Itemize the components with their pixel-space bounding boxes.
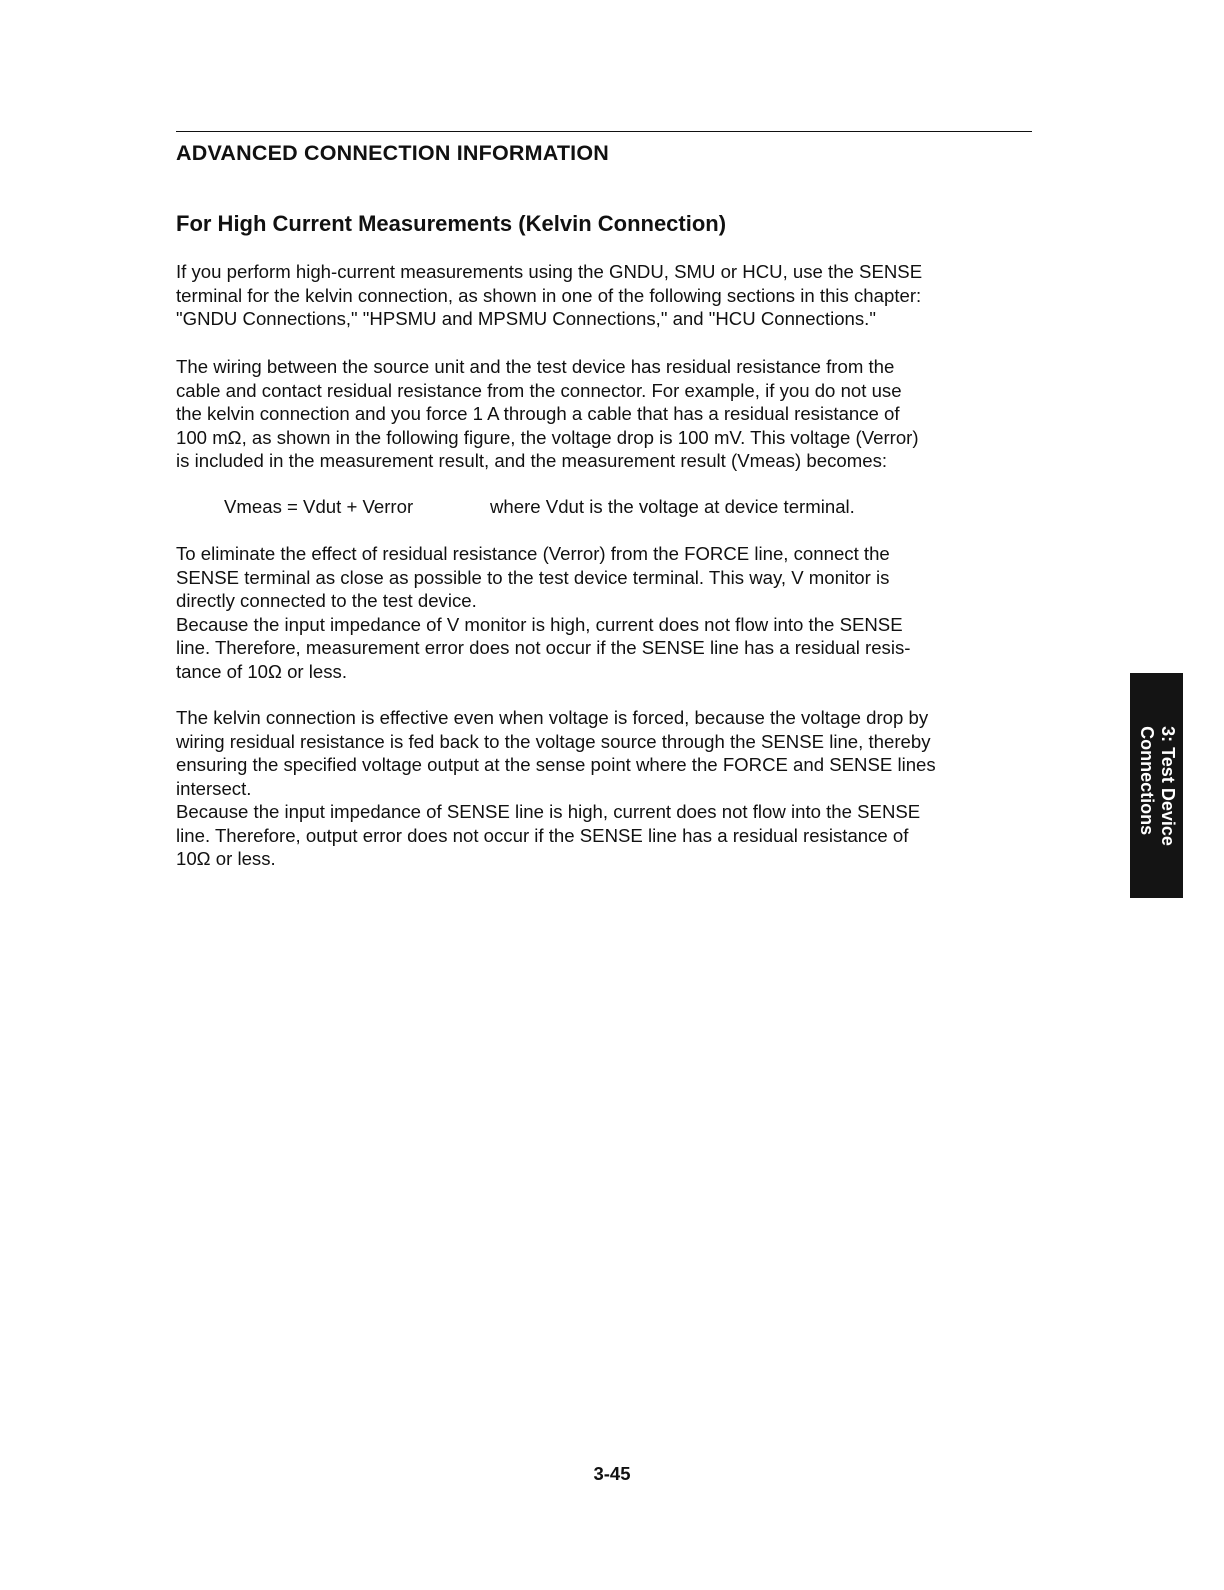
paragraph-line: line. Therefore, output error does not occur if the SENSE line has a residual resistance of [176, 824, 909, 846]
paragraph-line: line. Therefore, measurement error does not occur if the SENSE line has a residual resis- [176, 637, 911, 658]
paragraph-line: Because the input impedance of SENSE line is high, current does not flow into the SENSE [176, 801, 921, 822]
equation-formula: Vmeas = Vdut + Verror [224, 496, 414, 517]
paragraph-line: To eliminate the effect of residual resistance (Verror) from the FORCE line, connect the [176, 543, 890, 564]
paragraph-line: Because the input impedance of V monitor is high, current does not flow into the SENSE [176, 613, 903, 635]
paragraph-eliminate-error [176, 542, 1045, 683]
chapter-side-tab [1130, 673, 1183, 898]
paragraph-line: directly connected to the test device. [176, 590, 477, 611]
paragraph-line: 10Ω or less. [176, 848, 276, 869]
chapter-side-tab-line: 3: Test Device [1157, 725, 1178, 846]
paragraph-intro [176, 260, 1045, 331]
chapter-side-tab-line: Connections [1136, 725, 1157, 835]
paragraph-line: cable and contact residual resistance from the connector. For example, if you do not use [176, 379, 902, 401]
paragraph-line: SENSE terminal as close as possible to the test device terminal. This way, V monitor is [176, 566, 890, 588]
paragraph-residual-resistance [176, 355, 1045, 473]
paragraph-line: terminal for the kelvin connection, as shown in one of the following sections in this chapter: [176, 284, 922, 306]
page-number: 3-45 [593, 1463, 631, 1484]
paragraph-line: the kelvin connection and you force 1 A through a cable that has a residual resistance of [176, 403, 900, 424]
section-rule [176, 131, 1032, 132]
paragraph-line: ensuring the specified voltage output at the sense point where the FORCE and SENSE lines [176, 754, 936, 775]
paragraph-line: "GNDU Connections," "HPSMU and MPSMU Connections," and "HCU Connections." [176, 308, 876, 329]
chapter-side-tab-label [1136, 726, 1178, 846]
paragraph-line: If you perform high-current measurements using the GNDU, SMU or HCU, use the SENSE [176, 261, 923, 282]
paragraph-line: 100 mΩ, as shown in the following figure, the voltage drop is 100 mV. This voltage (Verror) [176, 426, 919, 448]
section-title: ADVANCED CONNECTION INFORMATION [176, 141, 609, 165]
equation-note: where Vdut is the voltage at device terminal. [490, 496, 855, 517]
paragraph-line: is included in the measurement result, and the measurement result (Vmeas) becomes: [176, 450, 888, 471]
paragraph-line: wiring residual resistance is fed back to the voltage source through the SENSE line, thereby [176, 730, 931, 752]
paragraph-line: The wiring between the source unit and the test device has residual resistance from the [176, 356, 895, 377]
subsection-title: For High Current Measurements (Kelvin Connection) [176, 211, 727, 236]
paragraph-line: tance of 10Ω or less. [176, 660, 348, 682]
paragraph-line: The kelvin connection is effective even when voltage is forced, because the voltage drop by [176, 707, 929, 728]
paragraph-line: intersect. [176, 777, 252, 799]
paragraph-voltage-forced [176, 706, 1045, 871]
